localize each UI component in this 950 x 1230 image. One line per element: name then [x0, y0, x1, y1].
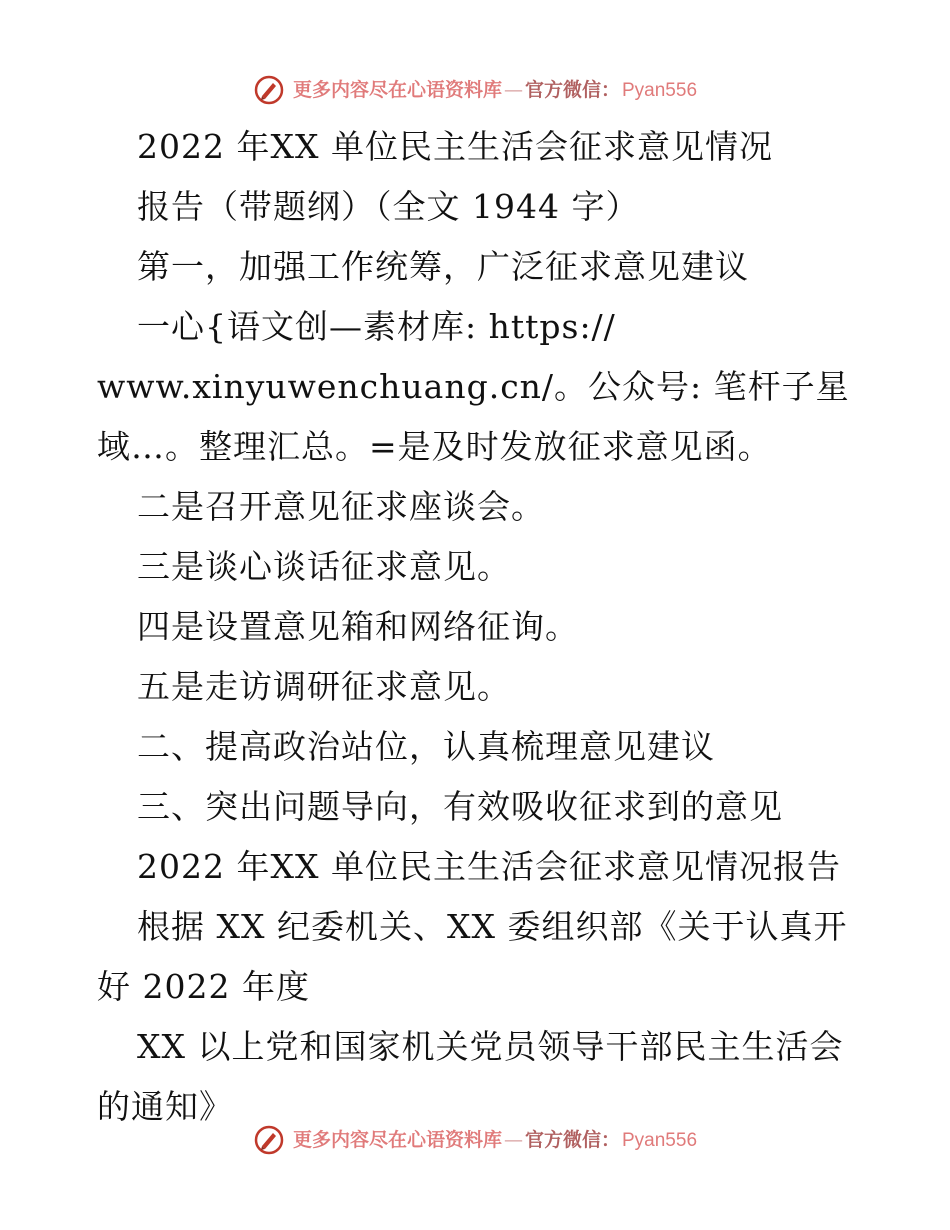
doc-paragraph-line: 一心{语文创—素材库: https:// — [137, 307, 616, 346]
doc-report-title: 2022 年XX 单位民主生活会征求意见情况报告 — [137, 847, 841, 886]
doc-list-item: 五是走访调研征求意见。 — [137, 667, 511, 706]
doc-heading-3: 三、突出问题导向，有效吸收征求到的意见 — [137, 787, 783, 826]
banner-site-name: 更多内容尽在心语资料库 — [292, 1128, 502, 1151]
doc-title-line-1: 2022 年XX 单位民主生活会征求意见情况 — [137, 127, 773, 166]
doc-paragraph-line: 好 2022 年度 — [97, 967, 310, 1006]
doc-paragraph-line: 根据 XX 纪委机关、XX 委组织部《关于认真开 — [137, 907, 848, 946]
header-banner-text — [292, 78, 698, 101]
doc-list-item: 三是谈心谈话征求意见。 — [137, 547, 511, 586]
banner-dash: — — [503, 78, 523, 101]
doc-paragraph-line: 域…。整理汇总。=是及时发放征求意见函。 — [97, 427, 772, 466]
doc-paragraph-line: 的通知》 — [97, 1087, 233, 1126]
doc-paragraph-line: www.xinyuwenchuang.cn/。公众号: 笔杆子星 — [97, 367, 850, 406]
pen-logo-icon — [253, 74, 285, 106]
banner-dash: — — [503, 1128, 523, 1151]
pen-logo-icon — [253, 1124, 285, 1156]
footer-banner-text — [292, 1128, 698, 1151]
doc-heading-1: 第一，加强工作统筹，广泛征求意见建议 — [137, 247, 749, 286]
banner-official-label: 官方微信： — [524, 78, 620, 101]
footer-banner — [0, 1120, 950, 1160]
doc-list-item: 四是设置意见箱和网络征询。 — [137, 607, 579, 646]
doc-paragraph-line: XX 以上党和国家机关党员领导干部民主生活会 — [137, 1027, 844, 1066]
banner-wechat-id: Pyan556 — [622, 1129, 698, 1151]
document-body — [97, 117, 850, 1137]
doc-heading-2: 二、提高政治站位，认真梳理意见建议 — [137, 727, 715, 766]
banner-official-label: 官方微信： — [524, 1128, 620, 1151]
banner-wechat-id: Pyan556 — [622, 79, 698, 101]
header-banner — [0, 70, 950, 110]
doc-list-item: 二是召开意见征求座谈会。 — [137, 487, 545, 526]
banner-site-name: 更多内容尽在心语资料库 — [292, 78, 502, 101]
doc-title-line-2: 报告（带题纲）（全文 1944 字） — [137, 187, 640, 226]
